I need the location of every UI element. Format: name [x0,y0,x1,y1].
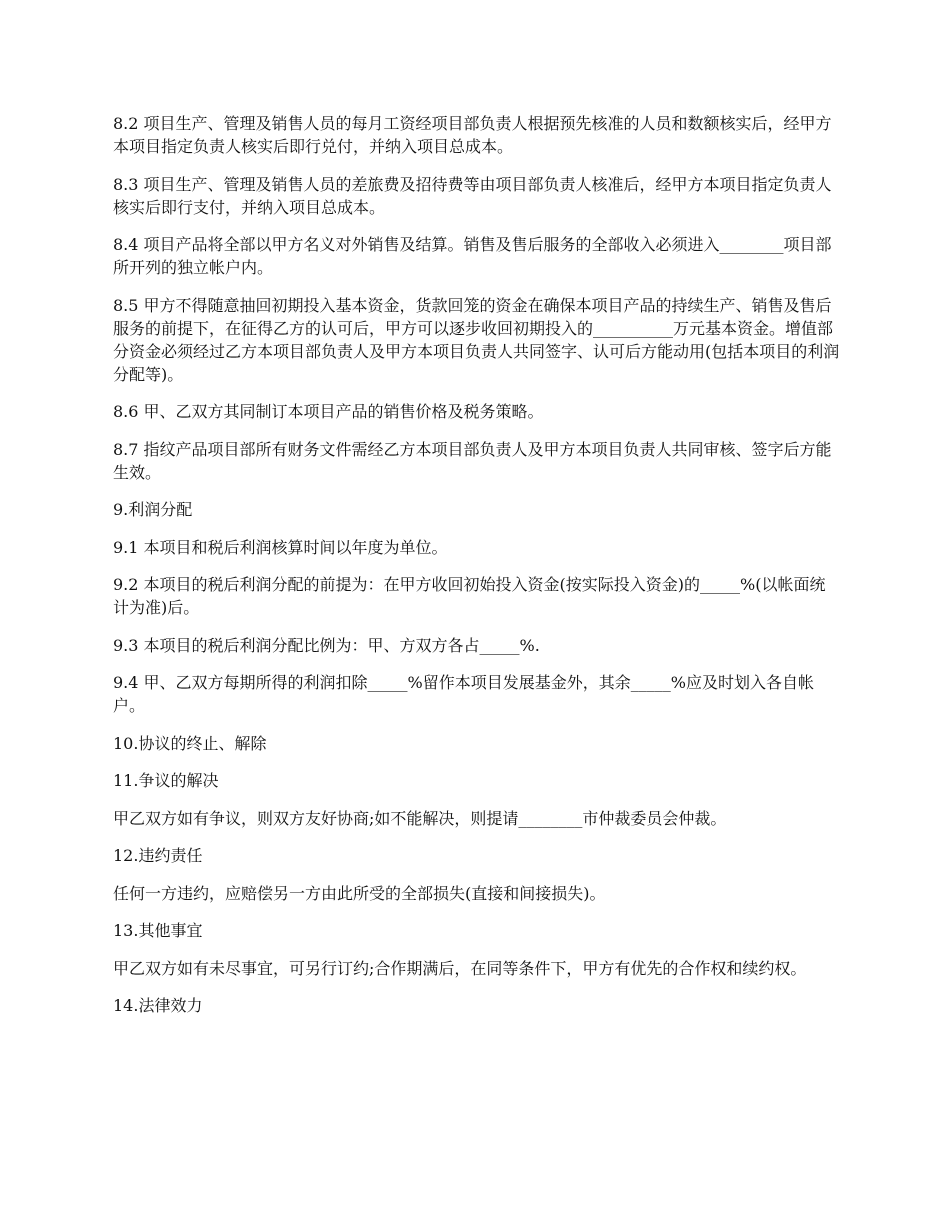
section-heading-13: 13.其他事宜 [113,921,203,940]
section-heading-14: 14.法律效力 [113,996,203,1015]
paragraph-12-body: 任何一方违约，应赔偿另一方由此所受的全部损失(直接和间接损失)。 [113,883,606,903]
paragraph-8-2: 8.2 项目生产、管理及销售人员的每月工资经项目部负责人根据预先核准的人员和数额核实后，经甲方本项目指定负责人核实后即行兑付，并纳入项目总成本。 [113,114,832,156]
paragraph-9-2: 9.2 本项目的税后利润分配的前提为：在甲方收回初始投入资金(按实际投入资金)的_____%(以帐面统计为准)后。 [113,575,826,617]
section-heading-9: 9.利润分配 [113,500,193,519]
paragraph-8-3: 8.3 项目生产、管理及销售人员的差旅费及招待费等由项目部负责人核准后，经甲方本项目指定负责人核实后即行支付，并纳入项目总成本。 [113,174,832,217]
section-heading-10: 10.协议的终止、解除 [113,733,267,753]
paragraph-8-6: 8.6 甲、乙双方其同制订本项目产品的销售价格及税务策略。 [113,402,544,421]
paragraph-9-1: 9.1 本项目和税后利润核算时间以年度为单位。 [113,537,448,557]
paragraph-8-7: 8.7 指纹产品项目部所有财务文件需经乙方本项目部负责人及甲方本项目负责人共同审核、签字后方能生效。 [113,439,832,482]
paragraph-8-5: 8.5 甲方不得随意抽回初期投入基本资金，货款回笼的资金在确保本项目产品的持续生产、销售及售后服务的前提下，在征得乙方的认可后，甲方可以逐步收回初期投入的__________万元基本资金。增值部分资金必须经过乙方本项目部负责人及甲方本项目负责人共同签字、认可后方能动用(包括本项目的利润分配等)。 [113,295,840,384]
paragraph-9-3: 9.3 本项目的税后利润分配比例为：甲、方双方各占_____%. [113,635,540,655]
paragraph-8-4: 8.4 项目产品将全部以甲方名义对外销售及结算。销售及售后服务的全部收入必须进入________项目部所开列的独立帐户内。 [113,235,832,277]
paragraph-11-body: 甲乙双方如有争议，则双方友好协商;如不能解决，则提请________市仲裁委员会仲裁。 [113,808,727,828]
paragraph-13-body: 甲乙双方如有未尽事宜，可另行订约;合作期满后，在同等条件下，甲方有优先的合作权和续约权。 [113,958,807,978]
section-heading-11: 11.争议的解决 [113,771,219,790]
document-body [113,112,841,1032]
paragraph-9-4: 9.4 甲、乙双方每期所得的利润扣除_____%留作本项目发展基金外，其余_____%应及时划入各自帐户。 [113,673,814,715]
section-heading-12: 12.违约责任 [113,846,203,865]
